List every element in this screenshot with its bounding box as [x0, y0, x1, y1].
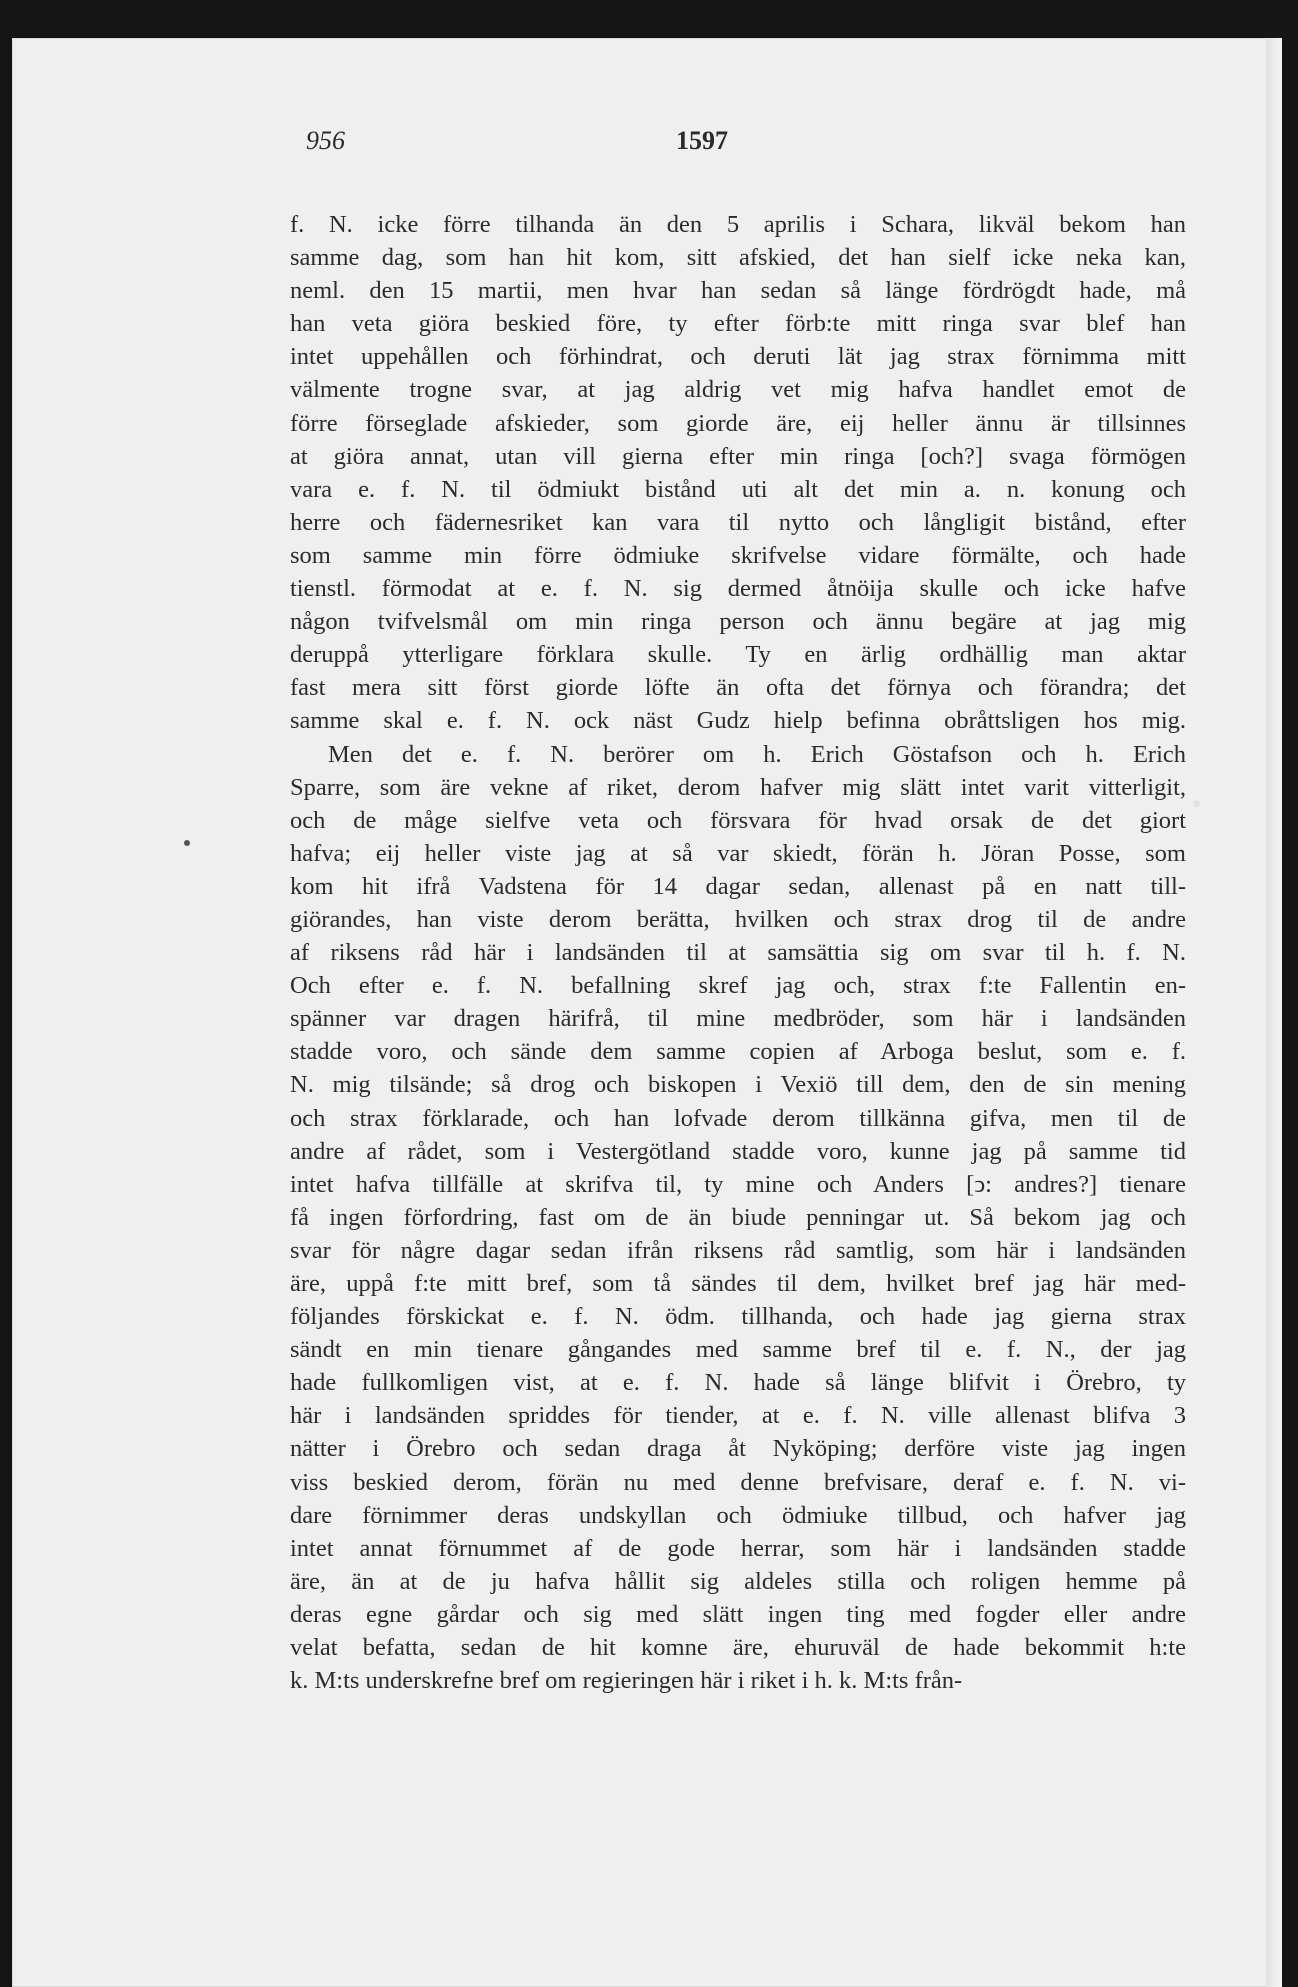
text-line: sändt en min tienare gångandes med samme bref til e. f. N., der jag — [290, 1336, 1186, 1364]
text-line: tienstl. förmodat at e. f. N. sig dermed åtnöija skulle och icke hafve — [290, 575, 1186, 603]
text-line: som samme min förre ödmiuke skrifvelse vidare förmälte, och hade — [290, 541, 1186, 569]
text-line: velat befatta, sedan de hit komne äre, ehuruväl de hade bekommit h:te — [290, 1634, 1186, 1662]
text-line: fast mera sitt först giorde löfte än ofta det förnya och förandra; det — [290, 674, 1186, 702]
text-line: intet uppehållen och förhindrat, och deruti lät jag strax förnimma mitt — [290, 343, 1186, 371]
text-line: Men det e. f. N. berörer om h. Erich Göstafson och h. Erich — [328, 740, 1186, 768]
text-line: äre, uppå f:te mitt bref, som tå sändes til dem, hvilket bref jag här med- — [290, 1270, 1186, 1297]
running-header — [306, 126, 786, 166]
text-line: svar för någre dagar sedan ifrån riksens råd samtlig, som här i landsänden — [290, 1236, 1186, 1264]
text-line: andre af rådet, som i Vestergötland stadde voro, kunne jag på samme tid — [290, 1137, 1186, 1165]
text-line: herre och fädernesriket kan vara til nytto och långligit bistånd, efter — [290, 508, 1186, 536]
text-line: intet hafva tillfälle at skrifva til, ty mine och Anders [ↄ: andres?] tienare — [290, 1170, 1186, 1198]
page-number: 956 — [306, 126, 345, 155]
text-line: viss beskied derom, förän nu med denne brefvisare, deraf e. f. N. vi- — [290, 1468, 1186, 1496]
margin-dot — [184, 840, 190, 846]
text-line: N. mig tilsände; så drog och biskopen i Vexiö till dem, den de sin mening — [290, 1071, 1186, 1099]
text-line: k. M:ts underskrefne bref om regieringen här i riket i h. k. M:ts från- — [290, 1667, 963, 1695]
text-line: hafva; eij heller viste jag at så var skiedt, förän h. Jöran Posse, som — [290, 839, 1186, 867]
text-line: han veta giöra beskied före, ty efter förb:te mitt ringa svar blef han — [290, 310, 1186, 338]
text-line: deruppå ytterligare förklara skulle. Ty en ärlig ordhällig man aktar — [290, 641, 1186, 669]
text-line: följandes förskickat e. f. N. ödm. tillhanda, och hade jag gierna strax — [290, 1303, 1186, 1331]
text-line: samme skal e. f. N. ock näst Gudz hielp befinna obråttsligen hos mig. — [290, 707, 1186, 735]
text-line: välmente trogne svar, at jag aldrig vet mig hafva handlet emot de — [290, 376, 1186, 404]
year-heading: 1597 — [676, 126, 728, 155]
text-line: Sparre, som äre vekne af riket, derom hafver mig slätt intet varit vitterligit, — [290, 773, 1186, 801]
text-line: Och efter e. f. N. befallning skref jag och, strax f:te Fallentin en- — [290, 972, 1186, 1000]
text-line: hade fullkomligen vist, at e. f. N. hade så länge blifvit i Örebro, ty — [290, 1369, 1186, 1397]
text-line: stadde voro, och sände dem samme copien af Arboga beslut, som e. f. — [290, 1038, 1186, 1066]
letter-body — [290, 208, 1186, 1697]
text-line: och strax förklarade, och han lofvade derom tillkänna gifva, men til de — [290, 1104, 1186, 1132]
text-line: af riksens råd här i landsänden til at samsättia sig om svar til h. f. N. — [290, 939, 1186, 967]
text-line: och de måge sielfve veta och försvara för hvad orsak de det giort — [290, 806, 1186, 834]
text-line: deras egne gårdar och sig med slätt ingen ting med fogder eller andre — [290, 1600, 1186, 1628]
text-line: här i landsänden spriddes för tiender, at e. f. N. ville allenast blifva 3 — [290, 1402, 1186, 1430]
bleed-through-mark: · — [1190, 781, 1204, 826]
text-line: giörandes, han viste derom berätta, hvilken och strax drog til de andre — [290, 905, 1186, 933]
text-line: at giöra annat, utan vill gierna efter min ringa [och?] svaga förmögen — [290, 442, 1186, 470]
text-line: samme dag, som han hit kom, sitt afskied, det han sielf icke neka kan, — [290, 244, 1186, 272]
text-line: äre, än at de ju hafva hållit sig aldeles stilla och roligen hemme på — [290, 1567, 1186, 1595]
text-line: dare förnimmer deras undskyllan och ödmiuke tillbud, och hafver jag — [290, 1501, 1186, 1529]
text-line: intet annat förnummet af de gode herrar, som här i landsänden stadde — [290, 1534, 1186, 1562]
text-line: spänner var dragen härifrå, til mine medbröder, som här i landsänden — [290, 1005, 1186, 1033]
text-line: förre förseglade afskieder, som giorde äre, eij heller ännu är tillsinnes — [290, 409, 1186, 437]
text-line: få ingen förfordring, fast om de än biude penningar ut. Så bekom jag och — [290, 1203, 1186, 1231]
text-line: f. N. icke förre tilhanda än den 5 aprilis i Schara, likväl bekom han — [290, 211, 1186, 238]
page-edge — [1266, 38, 1282, 1987]
text-line: neml. den 15 martii, men hvar han sedan så länge fördrögdt hade, må — [290, 277, 1186, 305]
text-line: nätter i Örebro och sedan draga åt Nyköping; derföre viste jag ingen — [290, 1435, 1186, 1463]
text-line: någon tvifvelsmål om min ringa person och ännu begäre at jag mig — [290, 608, 1186, 636]
text-line: kom hit ifrå Vadstena för 14 dagar sedan, allenast på en natt till- — [290, 872, 1186, 900]
text-line: vara e. f. N. til ödmiukt bistånd uti alt det min a. n. konung och — [290, 475, 1186, 503]
